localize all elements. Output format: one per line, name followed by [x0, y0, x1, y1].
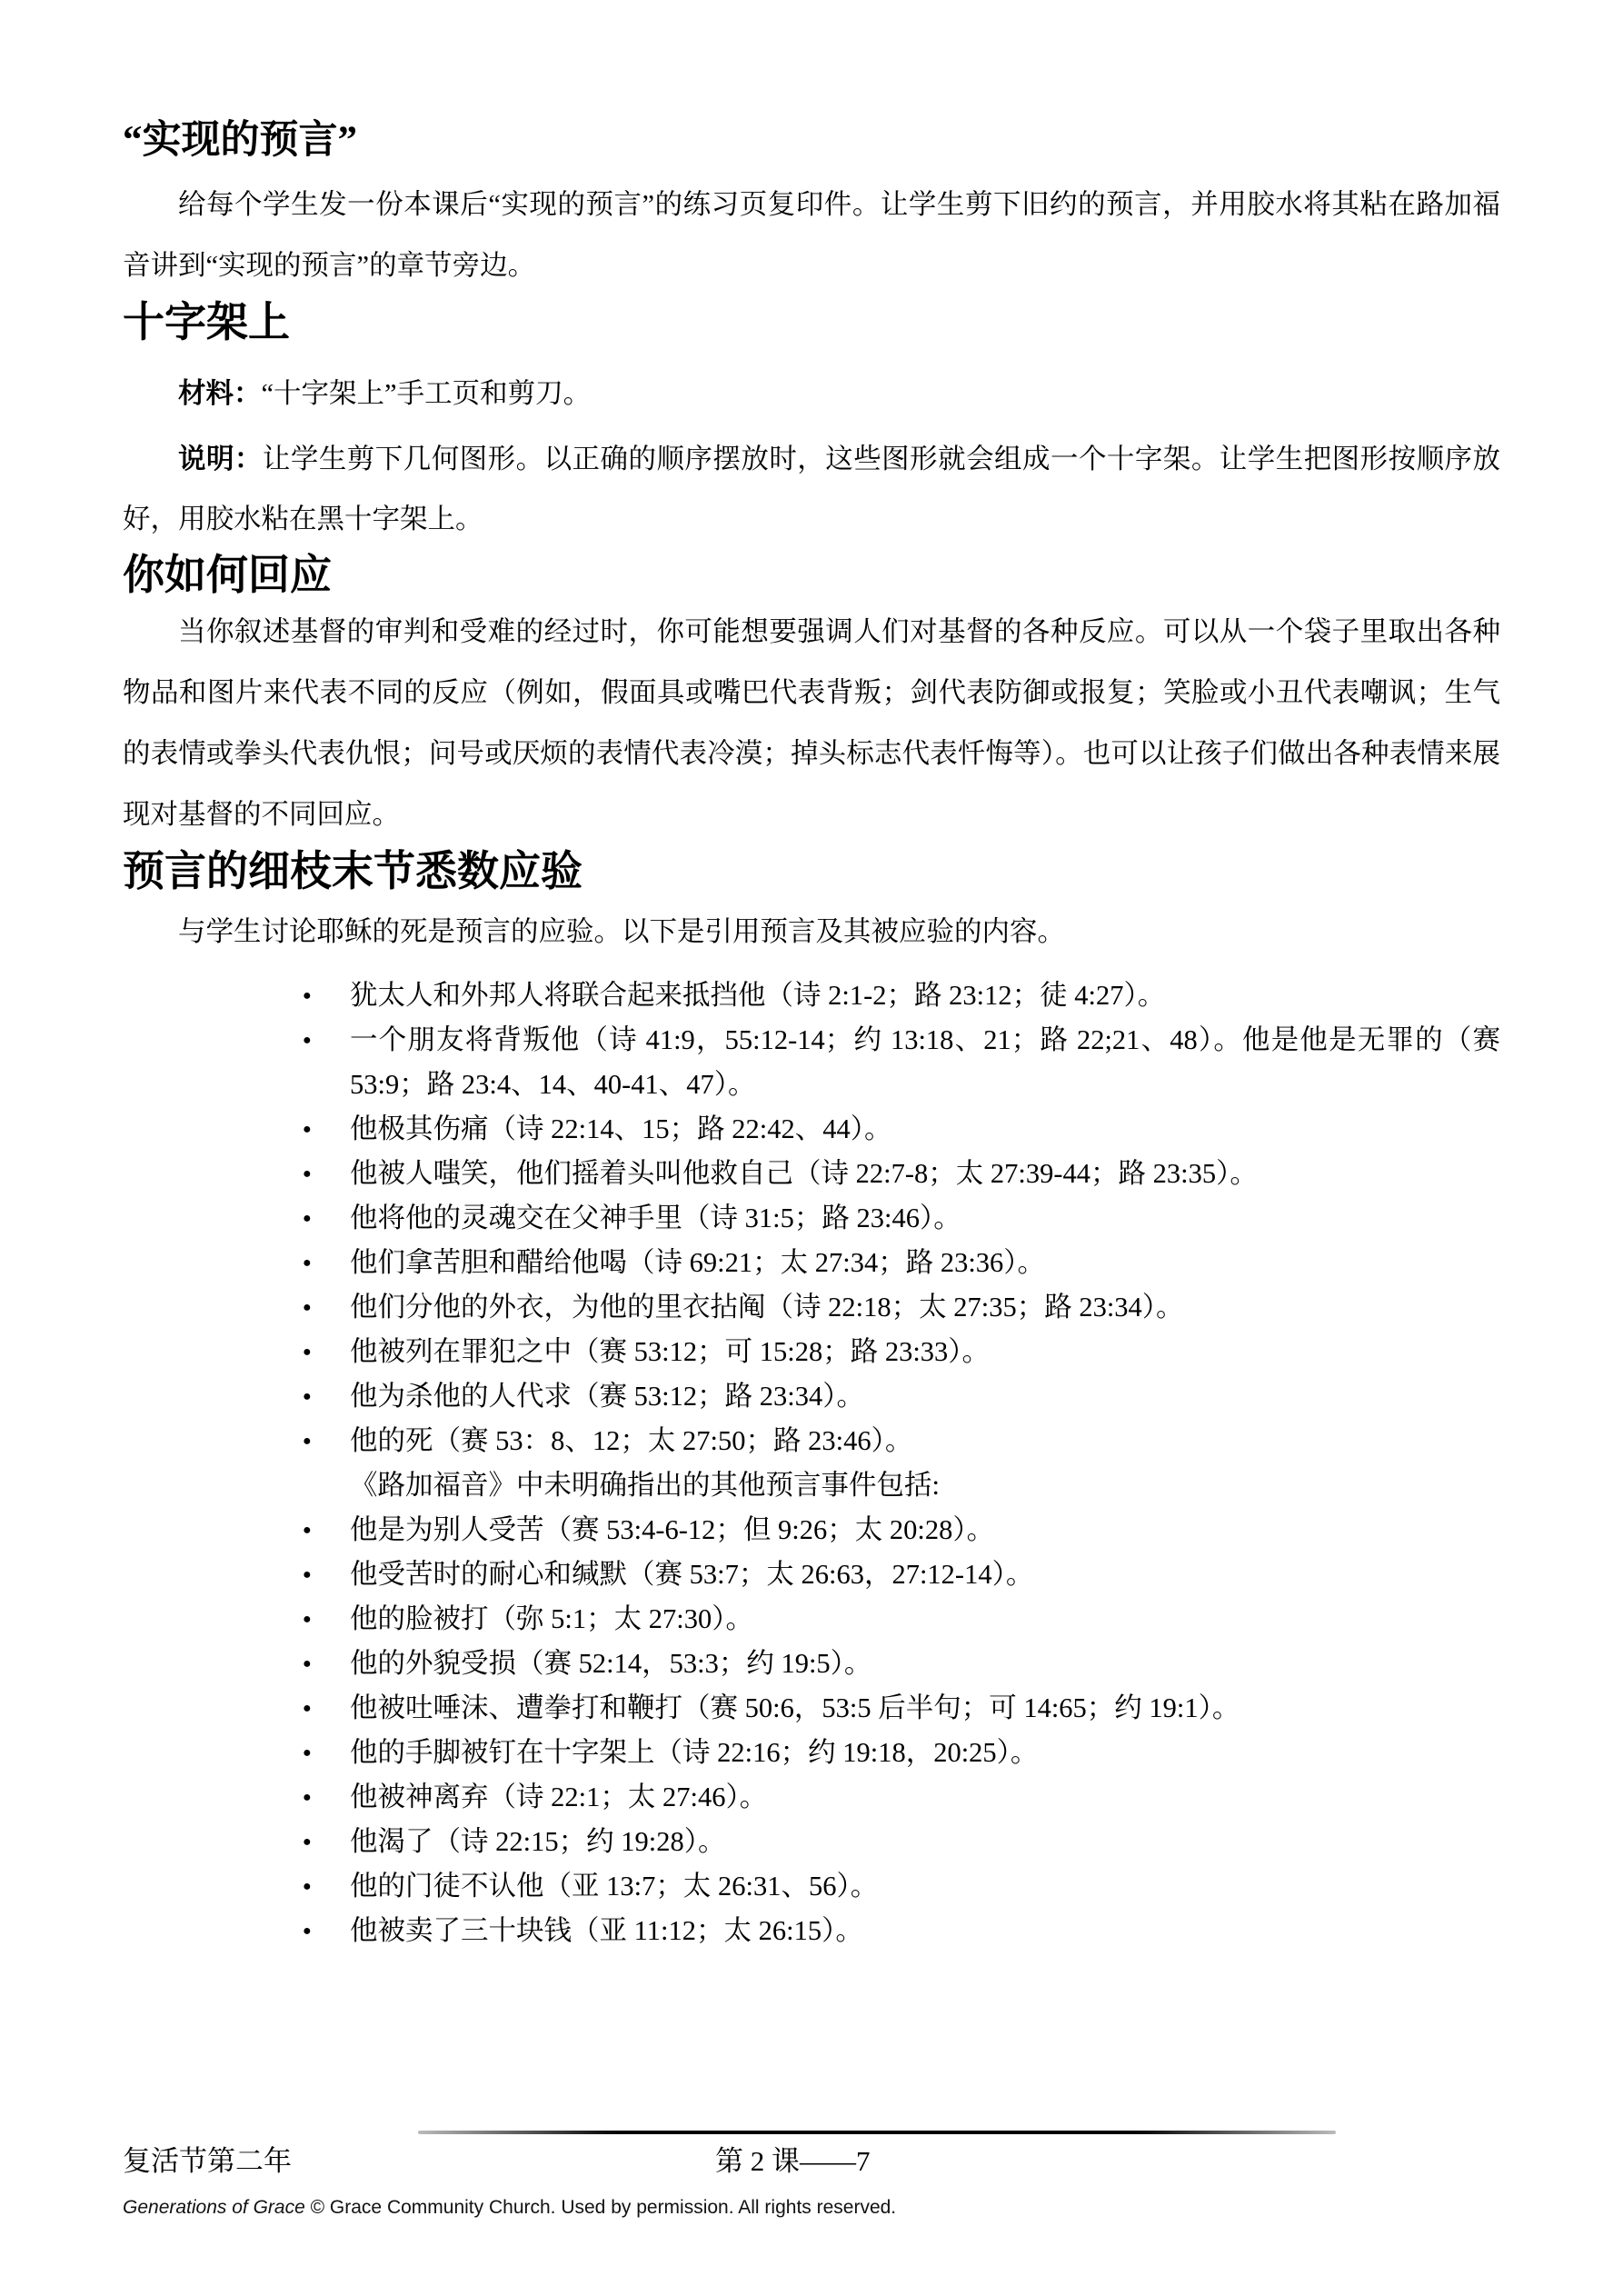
section-heading-prophecy-details: 预言的细枝末节悉数应验	[123, 848, 582, 894]
list-note-luke: 《路加福音》中未明确指出的其他预言事件包括:	[350, 1470, 940, 1501]
list-item: ● 一个朋友将背叛他（诗 41:9，55:12-14；约 13:18、21；路 22;21、48）。他是他是无罪的（赛 53:9；路 23:4、14、40-41、47）。	[350, 1018, 1500, 1107]
paragraph-instructions	[123, 429, 1500, 549]
page-footer	[123, 2131, 1500, 2220]
section-heading-how-you-respond: 你如何回应	[123, 552, 332, 598]
list-item: ● 他们拿苦胆和醋给他喝（诗 69:21；太 27:34；路 23:36）。	[350, 1241, 1500, 1285]
list-item: ● 他渴了（诗 22:15；约 19:28）。	[350, 1820, 1500, 1864]
prophecy-bullet-list-1	[123, 973, 1500, 1463]
list-item: ● 他的手脚被钉在十字架上（诗 22:16；约 19:18，20:25）。	[350, 1731, 1500, 1775]
prophecy-bullet-list-2	[123, 1508, 1500, 1953]
list-item: ● 他被吐唾沫、遭拳打和鞭打（赛 50:6，53:5 后半句；可 14:65；约 19:1）。	[350, 1686, 1500, 1731]
list-item: ● 他为杀他的人代求（赛 53:12；路 23:34）。	[350, 1374, 1500, 1419]
list-item: ● 他受苦时的耐心和缄默（赛 53:7；太 26:63，27:12-14）。	[350, 1552, 1500, 1597]
list-item: ● 他被神离弃（诗 22:1；太 27:46）。	[350, 1775, 1500, 1820]
list-item: ● 他的死（赛 53：8、12；太 27:50；路 23:46）。	[350, 1419, 1500, 1463]
list-item: ● 他们分他的外衣，为他的里衣拈阄（诗 22:18；太 27:35；路 23:34）。	[350, 1285, 1500, 1330]
paragraph-materials	[123, 364, 1500, 424]
section-heading-on-the-cross: 十字架上	[123, 299, 290, 345]
footer-credit-series: Generations of Grace	[123, 2197, 305, 2218]
instructions-text: 让学生剪下几何图形。以正确的顺序摆放时，这些图形就会组成一个十字架。让学生把图形按顺序放好，用胶水粘在黑十字架上。	[123, 444, 1501, 534]
list-item: ● 他将他的灵魂交在父神手里（诗 31:5；路 23:46）。	[350, 1196, 1500, 1241]
list-item: ● 犹太人和外邦人将联合起来抵挡他（诗 2:1-2；路 23:12；徒 4:27）。	[350, 973, 1500, 1018]
footer-credit-rights: © Grace Community Church. Used by permission. All rights reserved.	[304, 2197, 897, 2218]
list-item: ● 他的门徒不认他（亚 13:7；太 26:31、56）。	[350, 1864, 1500, 1909]
footer-divider	[418, 2131, 1336, 2134]
list-item: ● 他被列在罪犯之中（赛 53:12；可 15:28；路 23:33）。	[350, 1330, 1500, 1374]
list-item: ● 他的外貌受损（赛 52:14，53:3；约 19:5）。	[350, 1642, 1500, 1686]
paragraph-how-you-respond: 当你叙述基督的审判和受难的经过时，你可能想要强调人们对基督的各种反应。可以从一个袋子里取出各种物品和图片来代表不同的反应（例如，假面具或嘴巴代表背叛；剑代表防御或报复；笑脸或小丑代表嘲讽；生气的表情或拳头代表仇恨；问号或厌烦的表情代表冷漠；掉头标志代表忏悔等）。也可以让孩子们做出各种表情来展现对基督的不同回应。	[123, 616, 1500, 830]
footer-series-title: 复活节第二年	[123, 2145, 292, 2177]
paragraph-fulfilled-prophecy: 给每个学生发一份本课后“实现的预言”的练习页复印件。让学生剪下旧约的预言，并用胶水将其粘在路加福音讲到“实现的预言”的章节旁边。	[123, 189, 1500, 281]
footer-row	[123, 2143, 1500, 2180]
paragraph-prophecy-intro: 与学生讨论耶稣的死是预言的应验。以下是引用预言及其被应验的内容。	[178, 916, 1065, 947]
footer-credit	[123, 2196, 1500, 2220]
list-item: ● 他被卖了三十块钱（亚 11:12；太 26:15）。	[350, 1909, 1500, 1953]
footer-page-number: 第 2 课——7	[715, 2145, 871, 2177]
section-heading-fulfilled-prophecy: “实现的预言”	[123, 119, 357, 162]
instructions-label: 说明：	[178, 444, 263, 474]
materials-label: 材料：	[178, 378, 262, 409]
list-item: ● 他的脸被打（弥 5:1；太 27:30）。	[350, 1597, 1500, 1642]
materials-text: “十字架上”手工页和剪刀。	[261, 378, 592, 409]
list-item: ● 他被人嗤笑，他们摇着头叫他救自己（诗 22:7-8；太 27:39-44；路 23:35）。	[350, 1152, 1500, 1196]
list-item: ● 他极其伤痛（诗 22:14、15；路 22:42、44）。	[350, 1107, 1500, 1152]
list-item: ● 他是为别人受苦（赛 53:4-6-12；但 9:26；太 20:28）。	[350, 1508, 1500, 1552]
